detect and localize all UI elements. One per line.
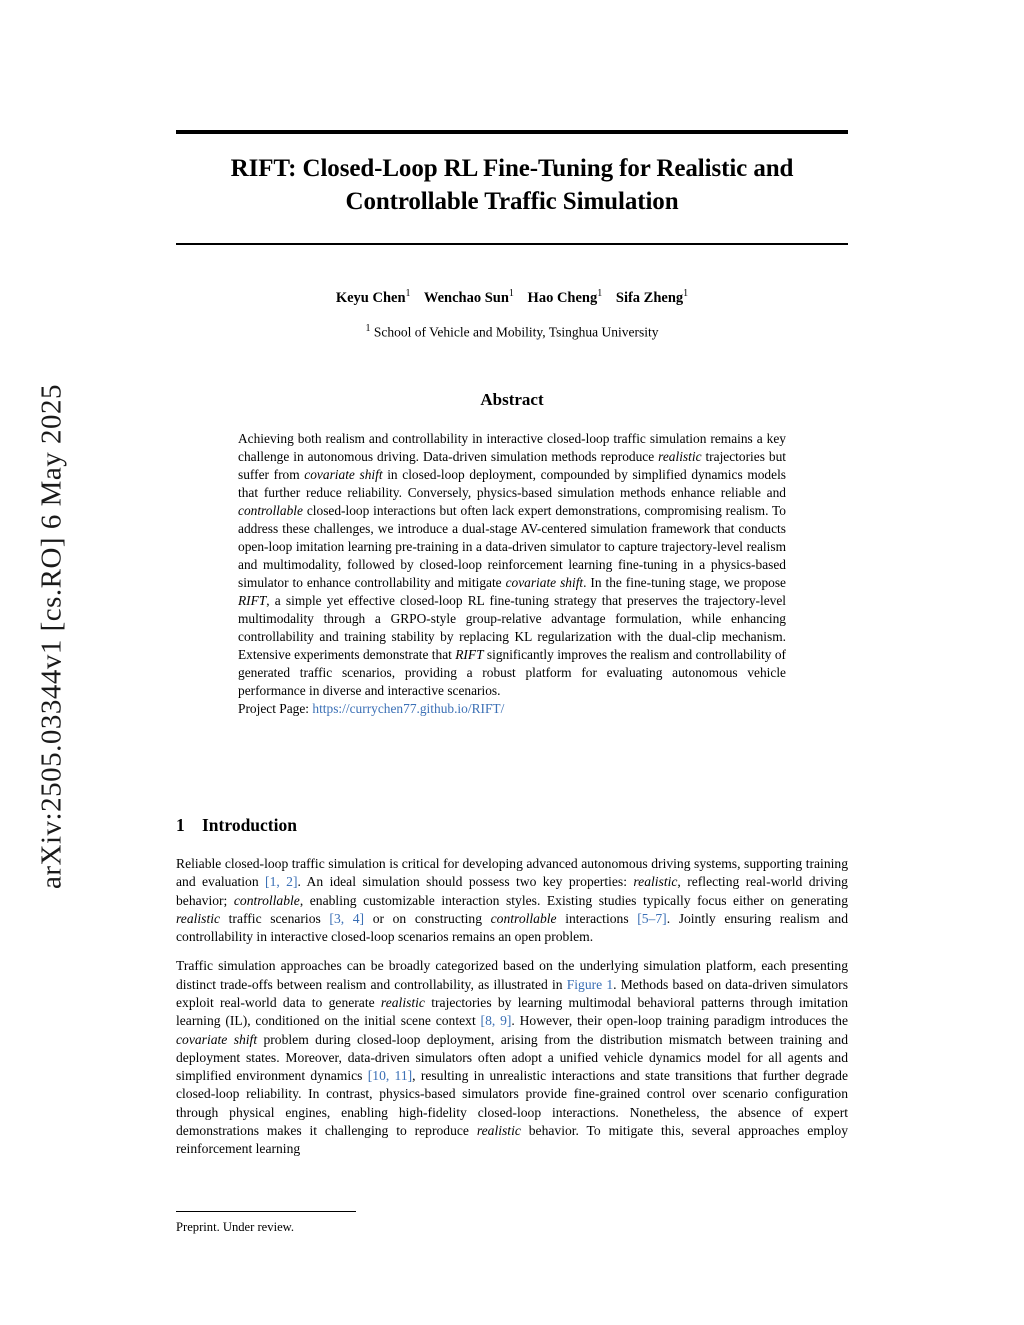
abstract-paragraph: Achieving both realism and controllability in interactive closed-loop traffic simulation remains a key challenge in autonomous driving. Data-driven simulation methods reproduce realistic trajectories but suffer from covariate shift in closed-loop deployment, compounded by simplified dynamics models that further reduce reliability. Conversely, physics-based simulation methods enhance reliable and controllable closed-loop interactions but often lack expert demonstrations, compromising realism. To address these challenges, we introduce a dual-stage AV-centered simulation framework that conducts open-loop imitation learning pre-training in a data-driven simulator to capture trajectory-level realism and multimodality, followed by closed-loop reinforcement learning fine-tuning in a physics-based simulator to enhance controllability and mitigate covariate shift. In the fine-tuning stage, we propose RIFT, a simple yet effective closed-loop RL fine-tuning strategy that preserves the trajectory-level multimodality through a GRPO-style group-relative advantage formulation, while enhancing controllability and training stability by replacing KL regularization with the dual-clip mechanism. Extensive experiments demonstrate that RIFT significantly improves the realism and controllability of generated traffic scenarios, providing a robust platform for evaluating autonomous vehicle performance in diverse and interactive scenarios. — [238, 431, 786, 699]
page-title — [176, 152, 848, 218]
affiliation-marker: 1 — [365, 323, 371, 334]
abstract-heading: Abstract — [480, 390, 544, 409]
author-3-affil-marker: 1 — [597, 288, 603, 299]
title-line-1: RIFT: Closed-Loop RL Fine-Tuning for Realistic and — [230, 155, 794, 182]
author-2-affil-marker: 1 — [508, 288, 514, 299]
affiliation-text: School of Vehicle and Mobility, Tsinghua University — [373, 324, 659, 340]
author-3: Hao Cheng — [527, 289, 598, 306]
footer-note: Preprint. Under review. — [176, 1220, 295, 1234]
footer-rule — [176, 1211, 356, 1212]
author-1: Keyu Chen — [335, 289, 406, 306]
project-page-label: Project Page: — [238, 701, 310, 717]
section-1-heading — [176, 815, 297, 836]
author-4-affil-marker: 1 — [683, 288, 689, 299]
title-bottom-rule — [176, 243, 848, 245]
section-1-title: Introduction — [202, 815, 297, 835]
project-page-link[interactable]: https://currychen77.github.io/RIFT/ — [312, 701, 505, 717]
author-2: Wenchao Sun — [423, 289, 509, 306]
section-1-body — [176, 855, 848, 1170]
section-1-number: 1 — [176, 815, 185, 835]
intro-paragraph-2: Traffic simulation approaches can be broadly categorized based on the underlying simulation platform, each presenting distinct trade-offs between realism and controllability, as illustrated in Figure 1. Methods based on data-driven simulators exploit real-world data to generate realistic trajectories by learning multimodal behavioral patterns through imitation learning (IL), conditioned on the initial scene context [8, 9]. However, their open-loop training paradigm introduces the covariate shift problem during closed-loop deployment, arising from the distribution mismatch between training and deployment states. Moreover, data-driven simulators often adopt a unified vehicle dynamics model for all agents and simplified environment dynamics [10, 11], resulting in unrealistic interactions and state transitions that further degrade closed-loop reliability. In contrast, physics-based simulators provide fine-grained control over scenario configuration through physical engines, enabling high-fidelity closed-loop interactions. Nonetheless, the absence of expert demonstrations makes it challenging to reproduce realistic behavior. To mitigate this, several approaches employ reinforcement learning — [176, 958, 849, 1157]
title-top-rule — [176, 130, 848, 134]
project-page-line — [238, 700, 786, 718]
author-1-affil-marker: 1 — [405, 288, 411, 299]
abstract-body — [238, 430, 786, 719]
intro-paragraph-1: Reliable closed-loop traffic simulation is critical for developing advanced autonomous driving systems, supporting training and evaluation [1, 2]. An ideal simulation should possess two key properties: realistic, reflecting real-world driving behavior; controllable, enabling customizable interaction styles. Existing studies typically focus either on generating realistic traffic scenarios [3, 4] or on constructing controllable interactions [5–7]. Jointly ensuring realism and controllability in interactive closed-loop scenarios remains an open problem. — [176, 856, 849, 945]
affiliation — [176, 323, 848, 341]
arxiv-identifier-stamp: arXiv:2505.03344v1 [cs.RO] 6 May 2025 — [35, 384, 68, 890]
author-list — [176, 288, 848, 307]
title-line-2: Controllable Traffic Simulation — [345, 188, 679, 215]
paper-page — [176, 0, 848, 1325]
author-4: Sifa Zheng — [615, 289, 684, 306]
